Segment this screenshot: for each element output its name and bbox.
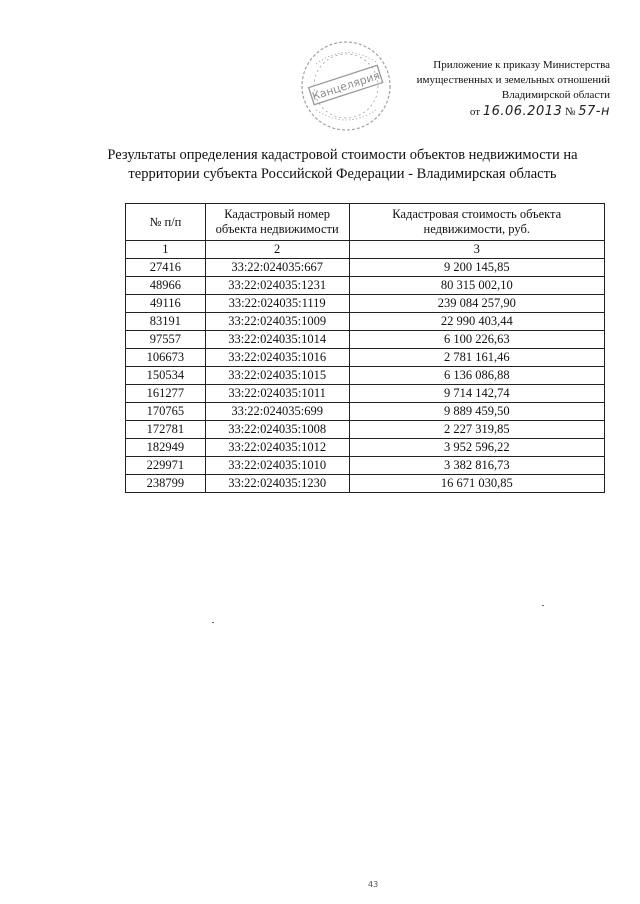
cadastral-value: 6 100 226,63 bbox=[349, 331, 605, 349]
header-line-3: Владимирской области bbox=[501, 89, 610, 101]
row-id: 97557 bbox=[126, 331, 206, 349]
date-prefix: от bbox=[469, 106, 481, 118]
row-id: 229971 bbox=[126, 457, 206, 475]
table-row bbox=[126, 277, 605, 295]
cadastral-number: 33:22:024035:1015 bbox=[205, 367, 349, 385]
title-line-1: Результаты определения кадастровой стоимости объектов недвижимости на bbox=[107, 147, 578, 163]
cadastral-value: 3 382 816,73 bbox=[349, 457, 605, 475]
cadastral-number: 33:22:024035:1008 bbox=[205, 421, 349, 439]
cadastral-number: 33:22:024035:1231 bbox=[205, 277, 349, 295]
cadastral-number: 33:22:024035:1014 bbox=[205, 331, 349, 349]
title-line-2: территории субъекта Российской Федерации - Владимирская область bbox=[128, 166, 557, 182]
table-row bbox=[126, 349, 605, 367]
cadastral-value: 239 084 257,90 bbox=[349, 295, 605, 313]
number-prefix: № bbox=[565, 106, 576, 118]
cadastral-value-table bbox=[125, 203, 605, 493]
row-id: 172781 bbox=[126, 421, 206, 439]
table-row bbox=[126, 367, 605, 385]
table-row bbox=[126, 403, 605, 421]
scan-mark bbox=[542, 605, 544, 606]
row-id: 27416 bbox=[126, 259, 206, 277]
row-id: 83191 bbox=[126, 313, 206, 331]
handwritten-date: 16.06.2013 bbox=[482, 104, 563, 119]
cadastral-value: 16 671 030,85 bbox=[349, 475, 605, 493]
row-id: 161277 bbox=[126, 385, 206, 403]
column-number-row bbox=[126, 241, 605, 259]
cadastral-number: 33:22:024035:1012 bbox=[205, 439, 349, 457]
stamp-seal bbox=[296, 36, 396, 136]
row-id: 48966 bbox=[126, 277, 206, 295]
cadastral-number: 33:22:024035:1009 bbox=[205, 313, 349, 331]
row-id: 182949 bbox=[126, 439, 206, 457]
cadastral-value: 2 781 161,46 bbox=[349, 349, 605, 367]
table-row bbox=[126, 385, 605, 403]
handwritten-number: 57-н bbox=[578, 104, 610, 119]
row-id: 106673 bbox=[126, 349, 206, 367]
row-id: 49116 bbox=[126, 295, 206, 313]
header-row-number: № п/п bbox=[126, 204, 206, 241]
table-header-row bbox=[126, 204, 605, 241]
cadastral-value: 3 952 596,22 bbox=[349, 439, 605, 457]
column-number: 2 bbox=[205, 241, 349, 259]
row-id: 150534 bbox=[126, 367, 206, 385]
table-row bbox=[126, 475, 605, 493]
table-row bbox=[126, 295, 605, 313]
row-id: 170765 bbox=[126, 403, 206, 421]
cadastral-number: 33:22:024035:1119 bbox=[205, 295, 349, 313]
cadastral-number: 33:22:024035:1010 bbox=[205, 457, 349, 475]
table-row bbox=[126, 259, 605, 277]
scan-mark bbox=[212, 622, 214, 623]
cadastral-number: 33:22:024035:699 bbox=[205, 403, 349, 421]
column-number: 3 bbox=[349, 241, 605, 259]
cadastral-value: 9 889 459,50 bbox=[349, 403, 605, 421]
cadastral-number: 33:22:024035:667 bbox=[205, 259, 349, 277]
cadastral-value: 80 315 002,10 bbox=[349, 277, 605, 295]
header-line-1: Приложение к приказу Министерства bbox=[433, 59, 610, 71]
table-row bbox=[126, 457, 605, 475]
cadastral-number: 33:22:024035:1230 bbox=[205, 475, 349, 493]
page-mark: 43 bbox=[368, 880, 379, 889]
table-row bbox=[126, 421, 605, 439]
table-row bbox=[126, 313, 605, 331]
header-date-line bbox=[417, 104, 610, 120]
header-cadastral-value: Кадастровая стоимость объекта недвижимости, руб. bbox=[349, 204, 605, 241]
cadastral-number: 33:22:024035:1016 bbox=[205, 349, 349, 367]
cadastral-value: 6 136 086,88 bbox=[349, 367, 605, 385]
header-line-2: имущественных и земельных отношений bbox=[416, 74, 610, 86]
column-number: 1 bbox=[126, 241, 206, 259]
cadastral-value: 9 200 145,85 bbox=[349, 259, 605, 277]
cadastral-value: 22 990 403,44 bbox=[349, 313, 605, 331]
order-annex-header bbox=[417, 58, 610, 120]
document-title bbox=[60, 146, 625, 184]
stamp-label: Канцелярия bbox=[310, 68, 382, 104]
table-row bbox=[126, 331, 605, 349]
table-row bbox=[126, 439, 605, 457]
cadastral-value: 9 714 142,74 bbox=[349, 385, 605, 403]
row-id: 238799 bbox=[126, 475, 206, 493]
cadastral-number: 33:22:024035:1011 bbox=[205, 385, 349, 403]
header-cadastral-number: Кадастровый номер объекта недвижимости bbox=[205, 204, 349, 241]
cadastral-value: 2 227 319,85 bbox=[349, 421, 605, 439]
